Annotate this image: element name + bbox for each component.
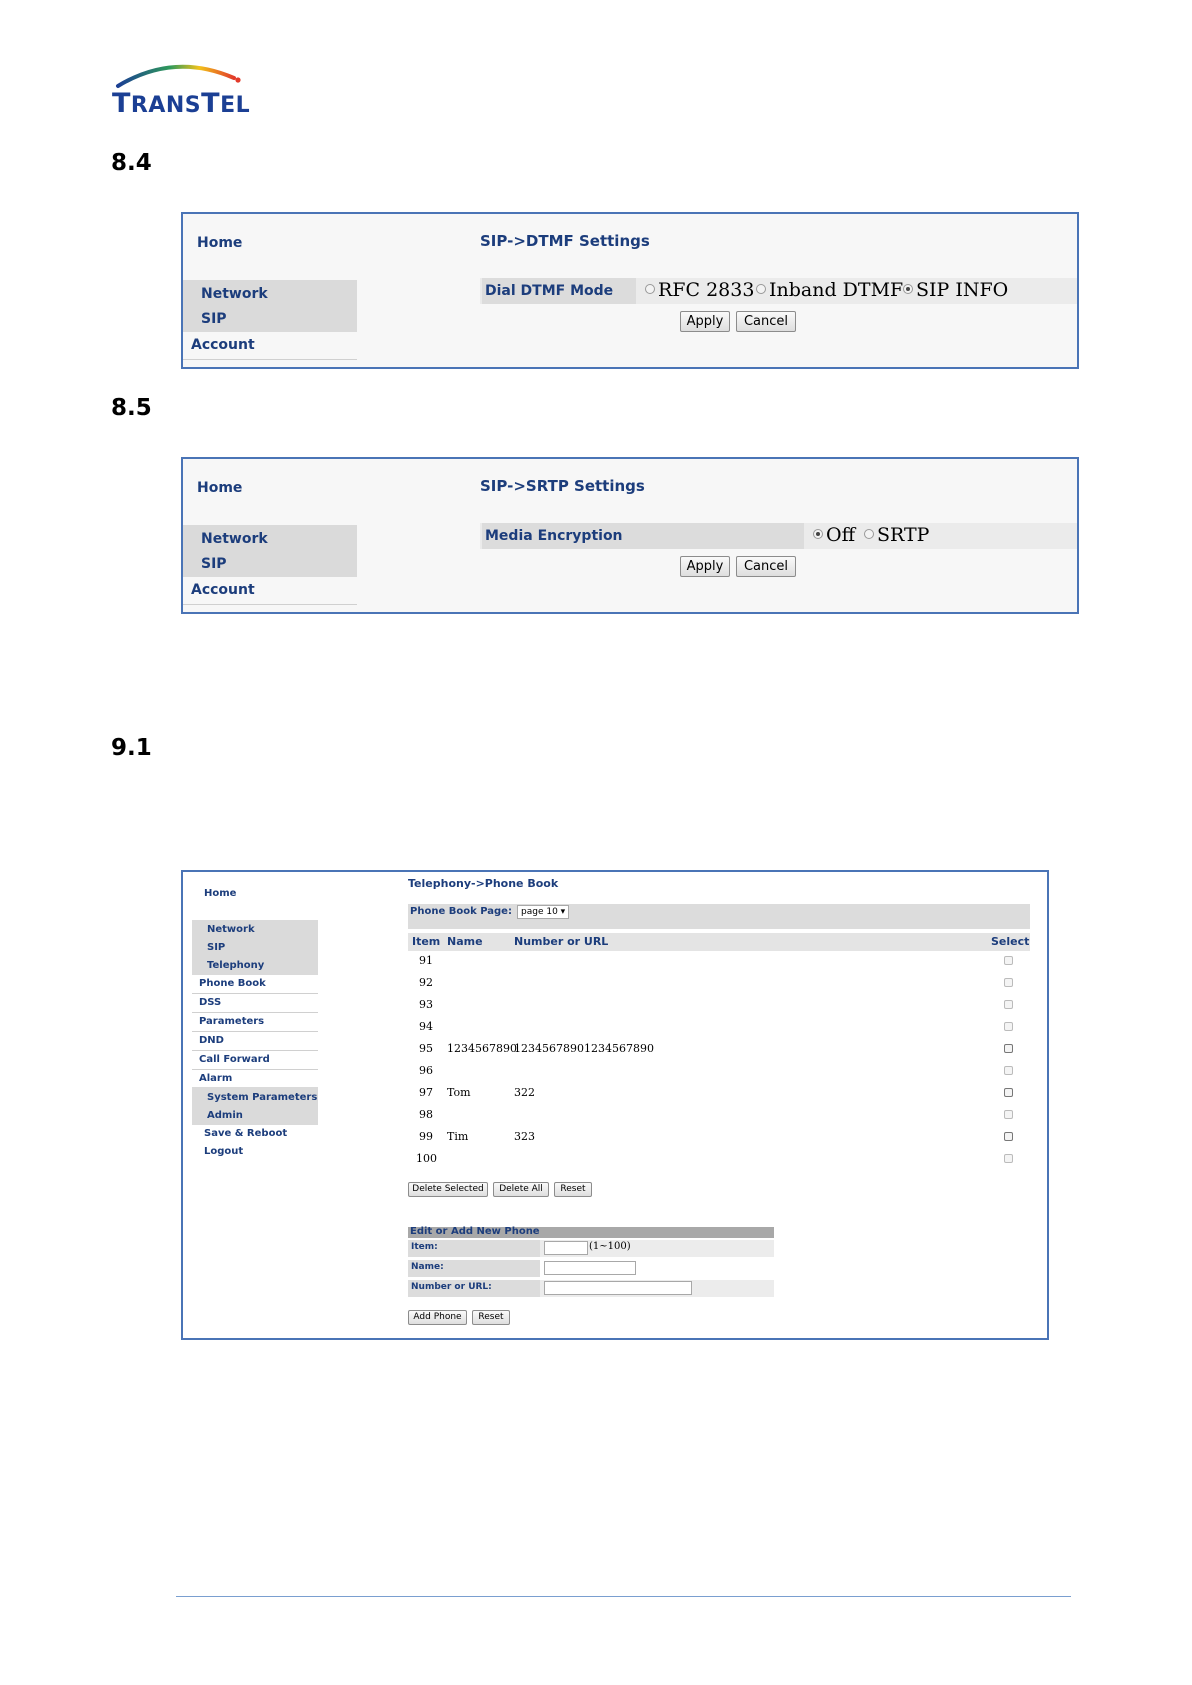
nav-divider <box>192 1012 318 1013</box>
row-select-checkbox[interactable] <box>1004 1022 1013 1031</box>
nav-home[interactable]: Home <box>197 480 243 496</box>
col-select-header: Select <box>991 935 1030 948</box>
footer-rule <box>176 1596 1071 1597</box>
section-number-8-4: 8.4 <box>111 150 152 176</box>
section-number-9-1: 9.1 <box>111 735 152 761</box>
page-select-label: Phone Book Page: <box>410 906 512 917</box>
nav-admin[interactable]: Admin <box>207 1110 243 1121</box>
srtp-option-srtp[interactable]: SRTP <box>864 524 929 546</box>
cancel-button[interactable]: Cancel <box>736 556 796 577</box>
nav-parameters[interactable]: Parameters <box>199 1016 265 1027</box>
radio-icon[interactable] <box>645 284 655 294</box>
dtmf-mode-label: Dial DTMF Mode <box>482 278 636 304</box>
row-item: 96 <box>419 1064 433 1077</box>
row-select-checkbox[interactable] <box>1004 978 1013 987</box>
row-select-checkbox[interactable] <box>1004 1000 1013 1009</box>
nav-telephony[interactable]: Telephony <box>207 960 265 971</box>
nav-network[interactable]: Network <box>207 924 255 935</box>
srtp-option-off[interactable]: Off <box>813 524 855 546</box>
nav-logout[interactable]: Logout <box>204 1146 244 1157</box>
nav-sip[interactable]: SIP <box>201 556 227 572</box>
radio-icon[interactable] <box>756 284 766 294</box>
nav-account[interactable]: Account <box>191 582 255 598</box>
nav-account[interactable]: Account <box>191 337 255 353</box>
srtp-settings-panel <box>181 457 1079 614</box>
number-input[interactable] <box>544 1281 692 1295</box>
form-reset-button[interactable]: Reset <box>472 1310 510 1325</box>
transtel-logo <box>112 58 262 118</box>
page-select[interactable]: page 10 ▾ <box>517 905 569 919</box>
row-number: 322 <box>514 1086 535 1099</box>
nav-call-forward[interactable]: Call Forward <box>199 1054 270 1065</box>
row-select-checkbox[interactable] <box>1004 1132 1013 1141</box>
col-number-header: Number or URL <box>514 935 609 948</box>
col-item-header: Item <box>412 935 441 948</box>
row-item: 97 <box>419 1086 433 1099</box>
section-number-8-5: 8.5 <box>111 395 152 421</box>
page-title: SIP->SRTP Settings <box>480 477 645 495</box>
add-phone-button[interactable]: Add Phone <box>408 1310 467 1325</box>
dtmf-option-rfc2833[interactable]: RFC 2833 <box>645 279 754 301</box>
nav-divider <box>192 1050 318 1051</box>
row-item: 95 <box>419 1042 433 1055</box>
nav-divider <box>192 1031 318 1032</box>
reset-button[interactable]: Reset <box>554 1182 592 1197</box>
name-input[interactable] <box>544 1261 636 1275</box>
nav-divider <box>183 604 357 605</box>
nav-system-parameters[interactable]: System Parameters <box>207 1092 318 1103</box>
row-select-checkbox[interactable] <box>1004 1154 1013 1163</box>
nav-home[interactable]: Home <box>204 888 237 899</box>
row-select-checkbox[interactable] <box>1004 1044 1013 1053</box>
dtmf-option-inband[interactable]: Inband DTMF <box>756 279 903 301</box>
row-item: 100 <box>416 1152 437 1165</box>
nav-divider <box>192 1069 318 1070</box>
page-title: SIP->DTMF Settings <box>480 232 650 250</box>
row-select-checkbox[interactable] <box>1004 1110 1013 1119</box>
apply-button[interactable]: Apply <box>680 311 730 332</box>
row-item: 94 <box>419 1020 433 1033</box>
item-range-hint: (1~100) <box>589 1241 631 1252</box>
row-item: 92 <box>419 976 433 989</box>
delete-all-button[interactable]: Delete All <box>493 1182 549 1197</box>
nav-divider <box>192 993 318 994</box>
row-name: 1234567890 <box>447 1042 517 1055</box>
apply-button[interactable]: Apply <box>680 556 730 577</box>
row-item: 93 <box>419 998 433 1011</box>
media-encryption-label: Media Encryption <box>482 523 804 549</box>
logo-wordmark: TRANSTEL <box>112 88 251 119</box>
page-title: Telephony->Phone Book <box>408 877 559 890</box>
nav-phone-book[interactable]: Phone Book <box>199 978 266 989</box>
nav-divider <box>183 359 357 360</box>
nav-sip[interactable]: SIP <box>201 311 227 327</box>
nav-save-reboot[interactable]: Save & Reboot <box>204 1128 288 1139</box>
edit-form-title: Edit or Add New Phone <box>410 1226 540 1237</box>
nav-home[interactable]: Home <box>197 235 243 251</box>
row-number: 12345678901234567890 <box>514 1042 654 1055</box>
row-item: 99 <box>419 1130 433 1143</box>
col-name-header: Name <box>447 935 483 948</box>
nav-network[interactable]: Network <box>201 531 268 547</box>
cancel-button[interactable]: Cancel <box>736 311 796 332</box>
delete-selected-button[interactable]: Delete Selected <box>408 1182 488 1197</box>
name-field-label: Name: <box>411 1262 444 1272</box>
row-item: 91 <box>419 954 433 967</box>
number-field-label: Number or URL: <box>411 1282 492 1292</box>
row-name: Tim <box>447 1130 469 1143</box>
row-item: 98 <box>419 1108 433 1121</box>
item-field-label: Item: <box>411 1242 438 1252</box>
nav-sip[interactable]: SIP <box>207 942 226 953</box>
row-select-checkbox[interactable] <box>1004 956 1013 965</box>
nav-dnd[interactable]: DND <box>199 1035 224 1046</box>
phone-book-panel <box>181 870 1049 1340</box>
row-select-checkbox[interactable] <box>1004 1088 1013 1097</box>
row-name: Tom <box>447 1086 471 1099</box>
radio-selected-icon[interactable] <box>903 284 913 294</box>
nav-dss[interactable]: DSS <box>199 997 222 1008</box>
radio-icon[interactable] <box>864 529 874 539</box>
item-input[interactable] <box>544 1241 588 1255</box>
row-number: 323 <box>514 1130 535 1143</box>
table-header-row <box>408 933 1030 951</box>
nav-network[interactable]: Network <box>201 286 268 302</box>
dtmf-option-sip-info[interactable]: SIP INFO <box>903 279 1008 301</box>
nav-alarm[interactable]: Alarm <box>199 1073 233 1084</box>
dtmf-settings-panel <box>181 212 1079 369</box>
row-select-checkbox[interactable] <box>1004 1066 1013 1075</box>
radio-selected-icon[interactable] <box>813 529 823 539</box>
